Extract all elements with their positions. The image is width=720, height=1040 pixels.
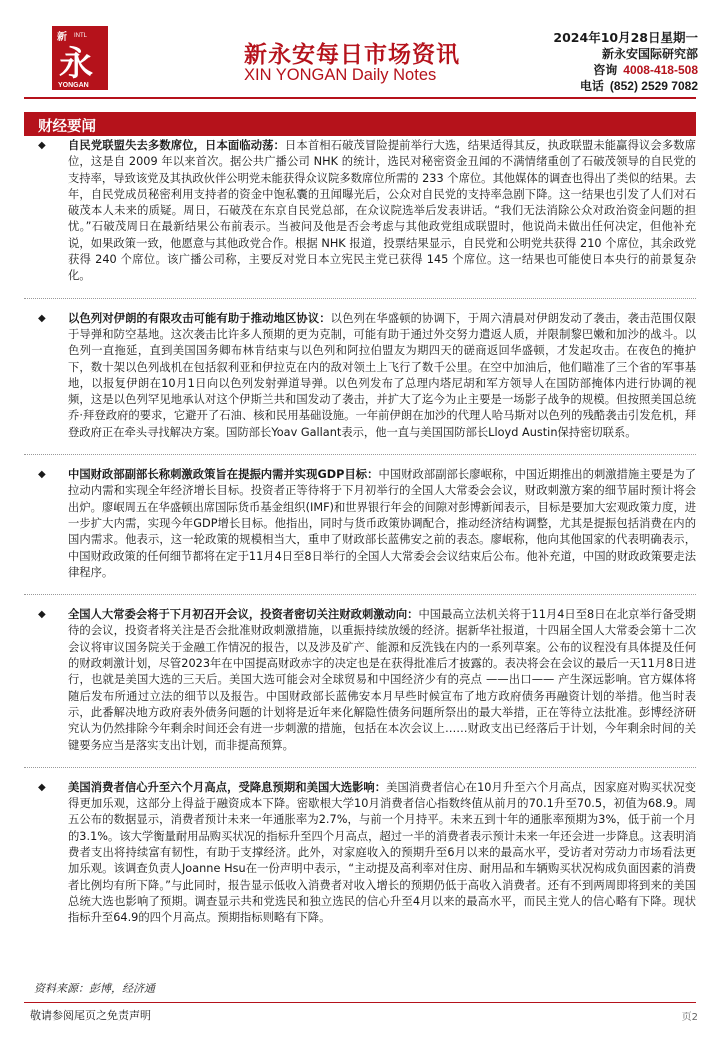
phone-line xyxy=(553,78,698,94)
news-headline: 自民党联盟失去多数席位，日本面临动荡： xyxy=(68,139,285,152)
brand-title-cn: 新永安每日市场资讯 xyxy=(244,42,460,68)
phone-label: 电话 xyxy=(579,79,604,93)
svg-text:INTL: INTL xyxy=(74,33,88,39)
diamond-bullet-icon: ◆ xyxy=(38,469,46,481)
news-headline: 美国消费者信心升至六个月高点，受降息预期和美国大选影响： xyxy=(68,780,387,794)
diamond-bullet-icon: ◆ xyxy=(38,312,46,324)
news-body: 日本首相石破茂冒险提前举行大选，结果适得其反，执政联盟未能赢得议会多数席位，这是自 2009 年以来首次。据公共广播公司 NHK 的统计，选民对秘密资金丑闻的不满情绪重创了石破茂领导的自民党的支持率，导致该党及其执政伙伴公明党未能获得众议院多数席位所需的 233 个席位。其他媒体的调查也得出了类似的结果。去年，自民党成员秘密利用支持者的资金中饱私囊的丑闻曝光后，公众对自民党的支持率急剧下降。这一结果也引发了人们对石破茂本人未来的质疑。周日，石破茂在东京自民党总部，在众议院选举后发表讲话。“我们无法消除公众对政治资金问题的担忧。”石破茂周日在最新结果公布前表示。当被问及他是否会考虑与其他政党组成联盟时，他说尚未做出任何决定，但他补充说，如果政策一致，他愿意与其他政党合作。根据 NHK 报道，投票结果显示，自民党和公明党共获得 210 个席位，其余政党获得 240 个席位。该广播公司称，主要反对党日本立宪民主党已获得 145 个席位。这一结果也可能使日本央行的前景复杂化。 xyxy=(68,139,696,283)
header-contact-block xyxy=(553,30,698,94)
news-item xyxy=(24,311,696,441)
company-logo xyxy=(52,26,108,90)
dotted-separator xyxy=(24,298,696,299)
consult-label: 咨询 xyxy=(593,63,618,77)
news-body: 中国最高立法机关将于11月4日至8日在北京举行备受期待的会议，投资者将关注是否会批准财政刺激措施，以重振持续放缓的经济。据新华社报道，十四届全国人大常委会第十二次会议将审议国务院关于金融工作情况的报告，以及涉及矿产、能源和反洗钱在内的一系列草案。公布的议程没有具体提及任何的财政刺激计划，尽管2023年在中国提高财政赤字的决定也是在获得批准后才披露的。表决将会在会议的最后一天11月8日进行，也就是美国大选的三天后。美国大选可能会对全球贸易和中国经济少有的亮点 ——出口—— 产生深远影响。官方媒体将随后发布所通过立法的细节以及报告。中国财政部长蓝佛安本月早些时候宣布了地方政府债务再融资计划的举措。他当时表示，此番解决地方政府表外债务问题的计划将是近年来化解隐性债务问题所祭出的最大举措，正在等待立法批准。彭博经济研究认为仍然排除今年剩余时间还会有进一步刺激的措施，包括在本次会议上……财政支出已经落后于计划，今年剩余时间的关键要务应当是落实支出计划，而非提高预算。 xyxy=(68,608,696,752)
news-headline: 以色列对伊朗的有限攻击可能有助于推动地区协议： xyxy=(68,311,331,325)
svg-text:新: 新 xyxy=(57,32,67,43)
consult-number: 4008-418-508 xyxy=(623,63,698,77)
news-body: 中国财政部副部长廖岷称，中国近期推出的刺激措施主要是为了拉动内需和实现全年经济增长目标。投资者正等待将于下月初举行的全国人大常委会会议，财政刺激方案的细节届时预计将会出炉。廖岷周五在华盛顿出席国际货币基金组织(IMF)和世界银行年会的间隙对彭博新闻表示，目标是要加大宏观政策力度，进一步扩大内需，实现今年GDP增长目标。他指出，同时与货币政策协调配合，推动经济结构调整，尤其是提振包括消费在内的国内需求。他表示，这一轮政策的规模相当大，重申了财政部长蓝佛安之前的表态。廖岷称，他向其他国家的代表明确表示，中国财政政策的任何细节都将在定于11月4日至8日举行的全国人大常委会会议结束后公布。他补充道，中国的财政政策要走法律程序。 xyxy=(68,468,696,579)
report-date: 2024年10月28日星期一 xyxy=(553,30,698,45)
diamond-bullet-icon: ◆ xyxy=(38,609,46,621)
section-header xyxy=(24,112,696,136)
news-body: 美国消费者信心在10月升至六个月高点，因家庭对购买状况变得更加乐观，这部分上得益于融资成本下降。密歇根大学10月消费者信心指数终值从前月的70.1升至70.5，初值为68.9。周五公布的数据显示，消费者预计未来一年通胀率为2.7%，与前一个月持平。未来五到十年的通胀率预期为3%，低于前一个月的3.1%。该大学衡量耐用品购买状况的指标升至四个月高点，超过一半的消费者表示预计未来一年还会进一步降息。这表明消费者支出将持续富有韧性，有助于支撑经济。此外，对家庭收入的预期升至6月以来的最高水平，受访者对劳动力市场看法更加乐观。该调查负责人Joanne Hsu在一份声明中表示，“主动提及高利率对住房、耐用品和车辆购买状况构成负面因素的消费者比例均有所下降。”与此同时，报告显示低收入消费者对收入增长的预期仍低于高收入消费者。还有不到两周即将到来的美国总统大选也影响了预期。调查显示共和党选民和独立选民的信心升至4月以来的最高水平，而民主党人的信心略有下降。现状指标升至64.9的四个月高点。预期指标则略有下降。 xyxy=(68,780,696,925)
svg-text:永: 永 xyxy=(59,44,93,84)
brand-title-en: XIN YONGAN Daily Notes xyxy=(244,66,437,84)
section-title: 财经要闻 xyxy=(38,119,96,135)
news-item xyxy=(24,607,696,754)
news-item xyxy=(24,138,696,285)
news-paragraph xyxy=(68,467,696,581)
page-number: 页2 xyxy=(681,1012,698,1023)
news-item xyxy=(24,780,696,927)
news-item xyxy=(24,467,696,581)
institute-name: 新永安国际研究部 xyxy=(601,47,698,61)
consult-line xyxy=(553,62,698,78)
news-headline: 全国人大常委会将于下月初召开会议，投资者密切关注财政刺激动向： xyxy=(68,608,419,622)
footer-divider xyxy=(24,1002,696,1003)
news-body: 以色列在华盛顿的协调下，于周六清晨对伊朗发动了袭击，袭击范围仅限于导弹和防空基地。这次袭击比许多人预期的更为克制，可能有助于通过外交努力遣返人质，并限制黎巴嫩和加沙的战斗。以色列一直拖延，直到美国国务卿布林肯结束与以色列和阿拉伯盟友为期四天的磋商返回华盛顿，才发起攻击。在夜色的掩护下，数十架以色列战机在包括叙利亚和伊拉克在内的敌对领土上飞行了数千公里。在空中加油后，他们瞄准了三个省的军事基地，以报复伊朗在10月1日向以色列发射弹道导弹。以色列发布了总理内塔尼胡和军方领导人在国防部掩体内进行协调的视频，这是以色列罕见地承认对这个伊斯兰共和国发动了袭击，并扩大了迄今为止主要是一场影子战争的规模。但按照美国总统乔·拜登政府的要求，它避开了石油、核和民用基础设施。一年前伊朗在加沙的代理人哈马斯对以色列的残酷袭击引发危机，拜登政府正在牵头寻找解决方案。国防部长Yoav Gallant表示，他一直与美国国防部长Lloyd Austin保持密切联系。 xyxy=(68,311,696,439)
diamond-bullet-icon: ◆ xyxy=(38,781,46,793)
dotted-separator xyxy=(24,594,696,595)
news-paragraph xyxy=(68,780,696,927)
news-headline: 中国财政部副部长称刺激政策旨在提振内需并实现GDP目标： xyxy=(68,468,379,482)
dotted-separator xyxy=(24,454,696,455)
phone-number: (852) 2529 7082 xyxy=(609,79,698,93)
dotted-separator xyxy=(24,767,696,768)
news-paragraph xyxy=(68,138,696,285)
news-list xyxy=(24,138,696,926)
svg-text:YONGAN: YONGAN xyxy=(58,82,89,89)
news-paragraph xyxy=(68,311,696,441)
header-divider xyxy=(24,97,696,99)
page-header xyxy=(0,0,720,108)
disclaimer-note: 敬请参阅尾页之免责声明 xyxy=(30,1009,151,1022)
diamond-bullet-icon: ◆ xyxy=(38,140,46,151)
news-paragraph xyxy=(68,607,696,754)
data-source-note: 资料来源：彭博，经济通 xyxy=(34,982,155,995)
